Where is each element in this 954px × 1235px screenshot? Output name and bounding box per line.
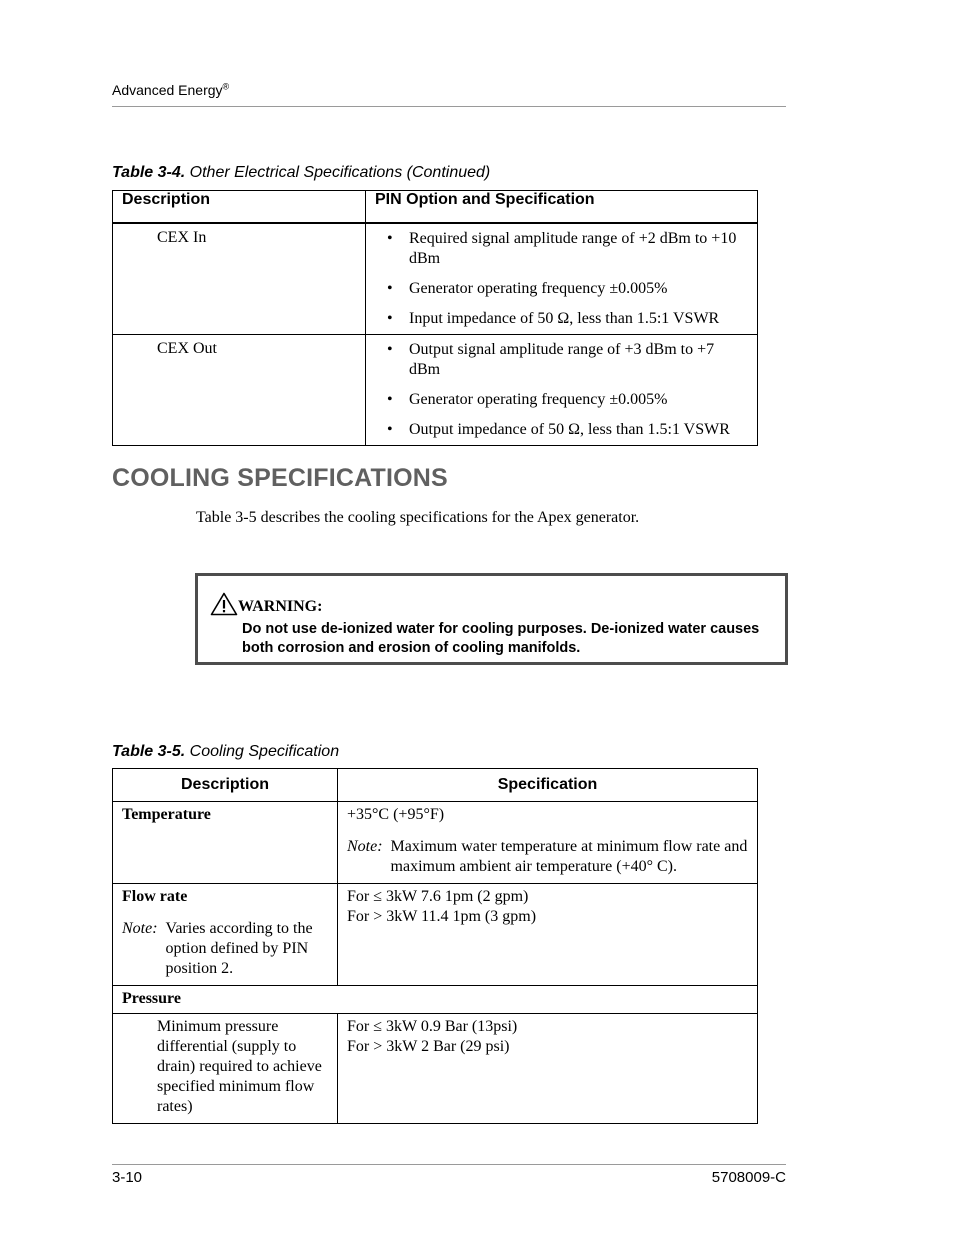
temperature-note [347, 837, 749, 877]
row-description: CEX In [113, 223, 366, 335]
document-number: 5708009-C [711, 1169, 786, 1186]
column-header-specification: Specification [338, 769, 758, 802]
table-3-4-caption-title: Other Electrical Specifications (Continued) [185, 164, 491, 181]
row-specification [338, 1014, 758, 1124]
column-header-description: Description [113, 769, 338, 802]
page-number: 3-10 [112, 1169, 143, 1186]
table-3-5 [112, 768, 758, 1124]
row-specification [338, 884, 758, 986]
table-row-pressure-heading [113, 986, 758, 1014]
warning-box [195, 573, 788, 665]
bullet-item: • Required signal amplitude range of +2 dBm to +10 dBm [366, 229, 749, 269]
flow-rate-line: For ≤ 3kW 7.6 1pm (2 gpm) [347, 888, 529, 905]
note-text: Varies according to the option defined by PIN position 2. [165, 920, 313, 977]
table-row-flow-rate [113, 884, 758, 986]
section-title: COOLING SPECIFICATIONS [112, 464, 448, 492]
row-description: CEX Out [113, 335, 366, 446]
column-header-description: Description [113, 191, 366, 224]
temperature-label: Temperature [122, 806, 211, 823]
table-3-4-caption [112, 164, 490, 182]
bullet-item: • Generator operating frequency ±0.005% [366, 279, 749, 299]
table-row-cex-in [113, 223, 758, 335]
bullet-list [366, 335, 757, 445]
flow-rate-note [122, 919, 329, 979]
table-row-temperature [113, 802, 758, 884]
note-label: Note: [347, 838, 383, 855]
warning-text: Do not use de-ionized water for cooling purposes. De-ionized water causes both corrosion and erosion of cooling manifolds. [242, 621, 760, 656]
table-3-5-caption [112, 743, 339, 761]
note-text: Maximum water temperature at minimum flow rate and maximum ambient air temperature (+40° C). [390, 838, 748, 875]
table-3-4-caption-number: Table 3-4. [112, 164, 186, 181]
footer-rule [112, 1164, 786, 1165]
header-rule [112, 106, 786, 107]
section-intro: Table 3-5 describes the cooling specifications for the Apex generator. [196, 509, 640, 526]
flow-rate-label: Flow rate [122, 888, 188, 905]
note-label: Note: [122, 920, 158, 937]
table-3-5-caption-number: Table 3-5. [112, 743, 186, 760]
column-header-pin-option: PIN Option and Specification [366, 191, 758, 224]
table-3-5-caption-title: Cooling Specification [185, 743, 340, 760]
warning-triangle-icon [210, 592, 238, 616]
pressure-line: For ≤ 3kW 0.9 Bar (13psi) [347, 1018, 518, 1035]
row-specification [338, 802, 758, 884]
row-specification [366, 335, 758, 446]
row-description [113, 802, 338, 884]
table-3-4-header-row [113, 191, 758, 224]
bullet-list [366, 224, 757, 334]
bullet-item: • Generator operating frequency ±0.005% [366, 390, 749, 410]
trademark-symbol: ® [222, 81, 230, 92]
table-3-5-header-row [113, 769, 758, 802]
table-3-4 [112, 190, 758, 446]
running-header [112, 82, 229, 98]
temperature-value: +35°C (+95°F) [347, 806, 445, 823]
bullet-item: • Input impedance of 50 Ω, less than 1.5:1 VSWR [366, 309, 749, 329]
table-row-cex-out [113, 335, 758, 446]
warning-label: WARNING: [238, 598, 323, 615]
pressure-heading-cell [113, 986, 758, 1014]
row-specification [366, 223, 758, 335]
row-description: Minimum pressure differential (supply to drain) required to achieve specified minimum flow rates) [113, 1014, 338, 1124]
row-description [113, 884, 338, 986]
pressure-label: Pressure [122, 990, 181, 1007]
bullet-item: • Output signal amplitude range of +3 dBm to +7 dBm [366, 340, 749, 380]
flow-rate-line: For > 3kW 11.4 1pm (3 gpm) [347, 908, 537, 925]
pressure-line: For > 3kW 2 Bar (29 psi) [347, 1038, 510, 1055]
bullet-item: • Output impedance of 50 Ω, less than 1.5:1 VSWR [366, 420, 749, 440]
header-brand: Advanced Energy [112, 82, 223, 98]
table-row-pressure [113, 1014, 758, 1124]
